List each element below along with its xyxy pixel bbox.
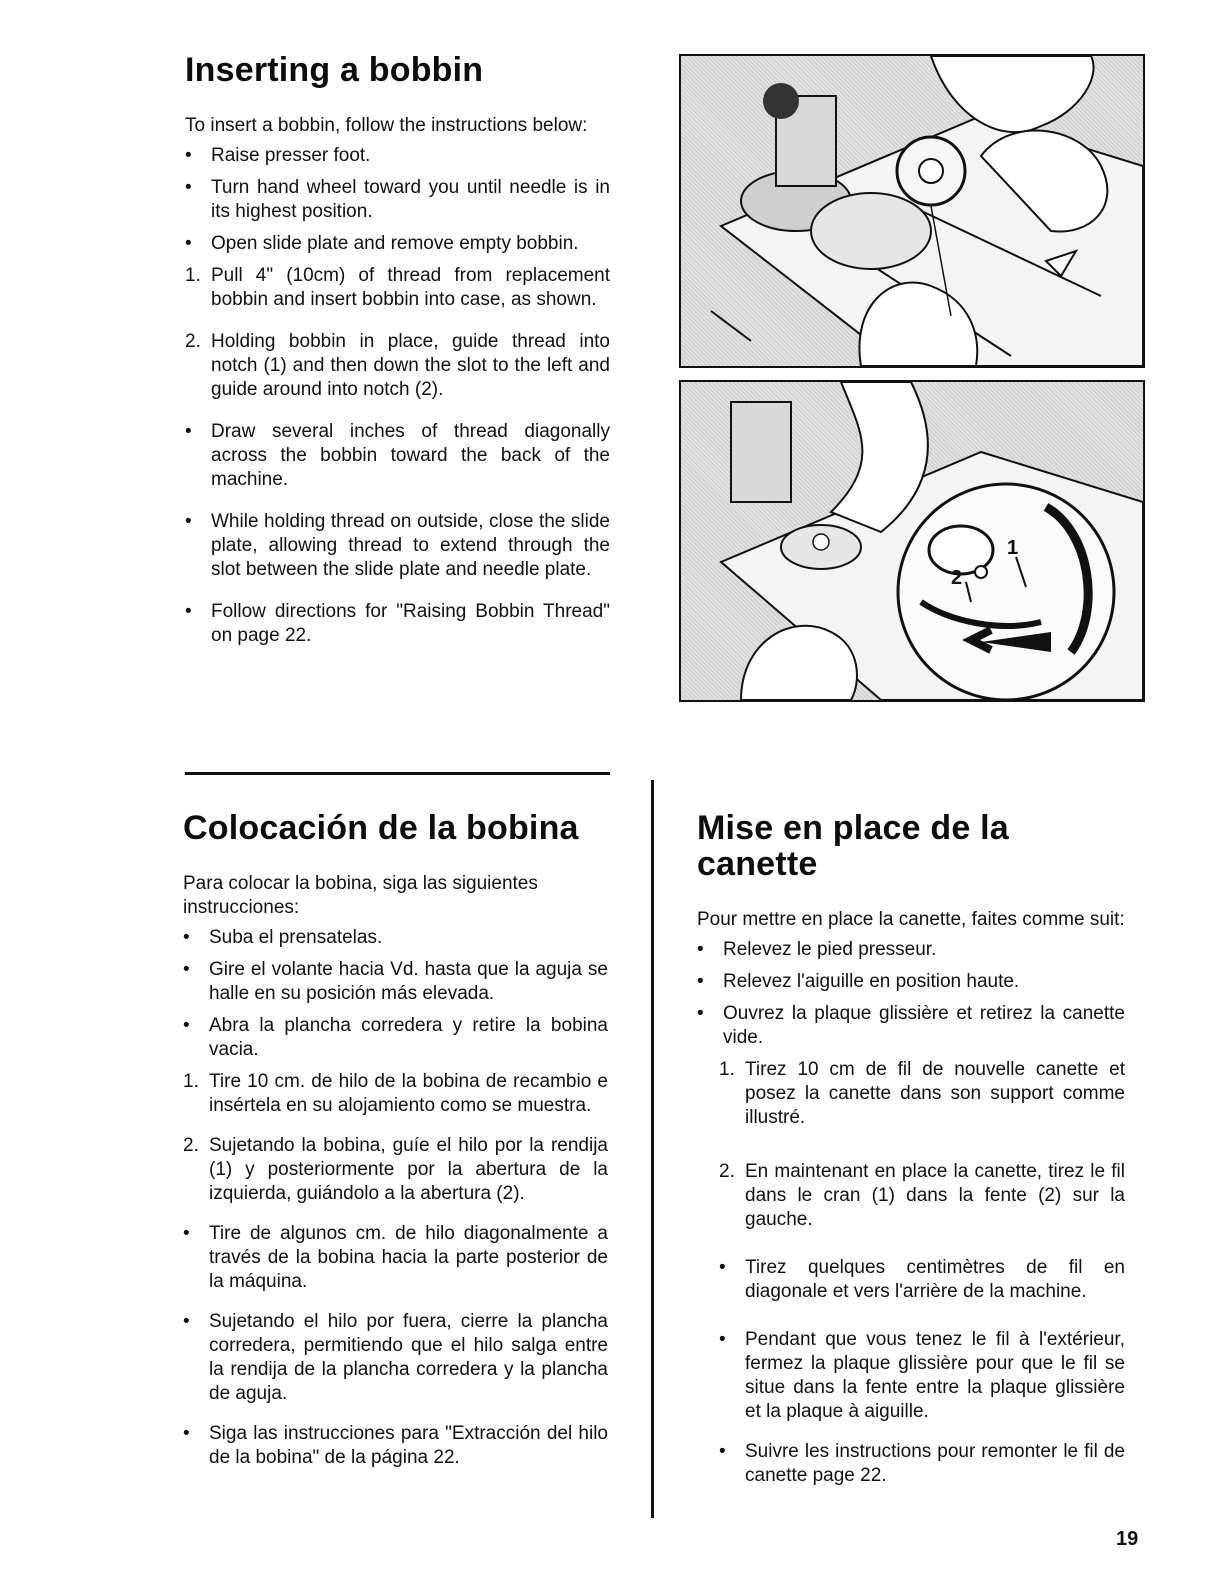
- list-item: 2. En maintenant en place la canette, tirez le fil dans le cran (1) dans la fente (2) sur la gauche.: [719, 1161, 1125, 1230]
- spanish-section: [183, 810, 608, 1470]
- spanish-intro: Para colocar la bobina, siga las siguientes instrucciones:: [183, 873, 538, 918]
- list-item: 2. Holding bobbin in place, guide thread into notch (1) and then down the slot to the left and guide around into notch (2).: [185, 331, 610, 400]
- list-item: • Tirez quelques centimètres de fil en diagonale et vers l'arrière de la machine.: [719, 1257, 1125, 1302]
- list-item: • Pendant que vous tenez le fil à l'extérieur, fermez la plaque glissière pour que le fil se situe dans la fente entre la plaque glissière et la plaque à aiguille.: [719, 1329, 1125, 1422]
- notch-1-label: 1: [1007, 537, 1019, 559]
- thread-guide-illustration: [679, 380, 1145, 702]
- list-item: • While holding thread on outside, close the slide plate, allowing thread to extend through the slot between the slide plate and needle plate.: [185, 511, 610, 580]
- english-intro: To insert a bobbin, follow the instructions below:: [185, 115, 588, 136]
- list-item: • Follow directions for "Raising Bobbin Thread" on page 22.: [185, 601, 610, 646]
- list-item: • Turn hand wheel toward you until needle is in its highest position.: [185, 177, 610, 222]
- spanish-steps: [183, 926, 608, 1470]
- list-item: 1. Tire 10 cm. de hilo de la bobina de recambio e insértela en su alojamiento como se muestra.: [183, 1071, 608, 1116]
- list-item: • Relevez le pied presseur.: [697, 939, 937, 960]
- english-section: [185, 52, 610, 648]
- french-intro: Pour mettre en place la canette, faites comme suit:: [697, 909, 1125, 930]
- section-divider: [185, 772, 610, 775]
- list-item: • Abra la plancha corredera y retire la bobina vacia.: [183, 1015, 608, 1060]
- french-section: [697, 810, 1125, 1488]
- list-item: • Ouvrez la plaque glissière et retirez la canette vide.: [697, 1003, 1125, 1048]
- list-item: • Draw several inches of thread diagonally across the bobbin toward the back of the machine.: [185, 421, 610, 490]
- bobbin-insert-illustration: [679, 54, 1145, 368]
- list-item: 1. Pull 4" (10cm) of thread from replacement bobbin and insert bobbin into case, as shown.: [185, 265, 610, 310]
- spanish-title: Colocación de la bobina: [183, 809, 579, 847]
- list-item: • Suivre les instructions pour remonter le fil de canette page 22.: [719, 1441, 1125, 1486]
- french-title: Mise en place de la canette: [697, 809, 1009, 883]
- thread-notch-drawing: [681, 382, 1143, 700]
- list-item: 2. Sujetando la bobina, guíe el hilo por la rendija (1) y posteriormente por la abertura de la izquierda, guiándolo a la abertura (2).: [183, 1135, 608, 1204]
- english-title: Inserting a bobbin: [185, 51, 484, 89]
- machine-bobbin-drawing: [681, 56, 1143, 366]
- page-number: 19: [1116, 1528, 1139, 1550]
- english-steps: [185, 144, 610, 648]
- list-item: • Raise presser foot.: [185, 145, 371, 166]
- list-item: • Siga las instrucciones para "Extracción del hilo de la bobina" de la página 22.: [183, 1423, 608, 1468]
- notch-2-label: 2: [951, 567, 963, 589]
- list-item: • Relevez l'aiguille en position haute.: [697, 971, 1020, 992]
- list-item: • Open slide plate and remove empty bobbin.: [185, 233, 579, 254]
- list-item: • Sujetando el hilo por fuera, cierre la plancha corredera, permitiendo que el hilo salga entre la rendija de la plancha corredera y la plancha de aguja.: [183, 1311, 608, 1404]
- column-divider: [651, 780, 654, 1518]
- list-item: 1. Tirez 10 cm de fil de nouvelle canette et posez la canette dans son support comme illustré.: [719, 1059, 1125, 1128]
- list-item: • Gire el volante hacia Vd. hasta que la aguja se halle en su posición más elevada.: [183, 959, 608, 1004]
- french-steps: [697, 938, 1125, 1488]
- list-item: • Suba el prensatelas.: [183, 927, 383, 948]
- list-item: • Tire de algunos cm. de hilo diagonalmente a través de la bobina hacia la parte posterior de la máquina.: [183, 1223, 608, 1292]
